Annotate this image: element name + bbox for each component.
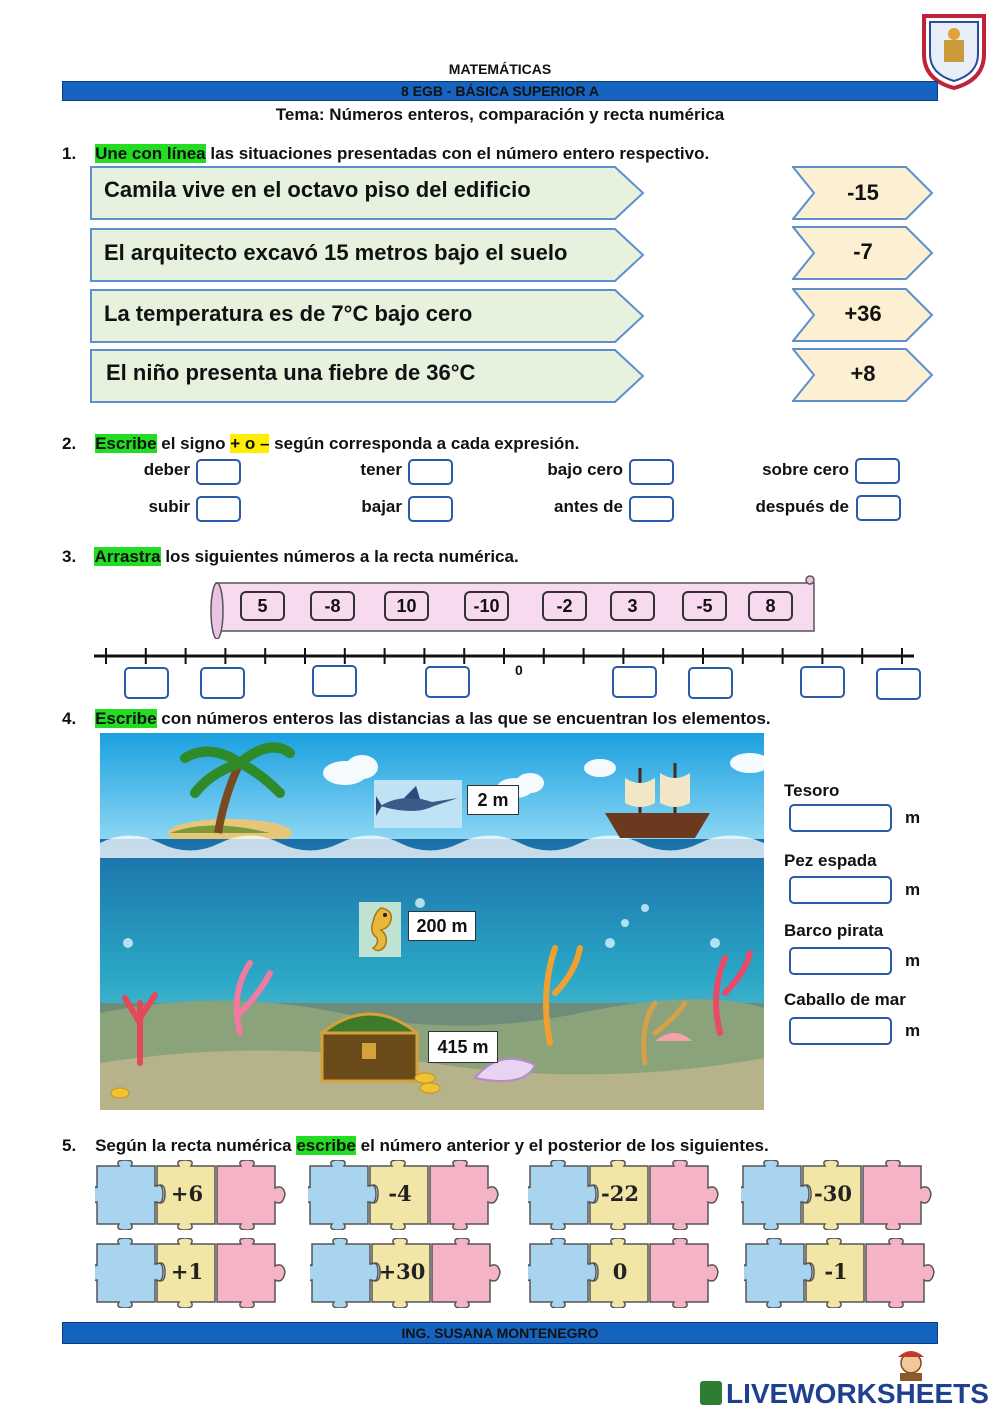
word-bajar: bajar — [361, 497, 402, 516]
puzzle-piece-after[interactable] — [650, 1238, 718, 1308]
word-tener: tener — [360, 460, 402, 479]
q4-rest: con números enteros las distancias a las que se encuentran los elementos. — [156, 709, 771, 728]
author-banner: ING. SUSANA MONTENEGRO — [62, 1322, 938, 1344]
word-sobre-cero: sobre cero — [762, 460, 849, 479]
answer-input-caballo-de-mar[interactable] — [789, 1017, 892, 1045]
q2-mid: el signo — [156, 434, 231, 453]
lws-logo-icon — [700, 1381, 722, 1405]
number-chip-minus-5[interactable]: -5 — [682, 591, 727, 621]
number-chip-3[interactable]: 3 — [610, 591, 655, 621]
q5-instruction — [62, 1136, 769, 1156]
puzzle-row-6 — [310, 1238, 505, 1308]
drop-slot-4[interactable] — [425, 666, 470, 698]
seahorse-icon — [359, 902, 401, 957]
puzzle-row-8 — [744, 1238, 939, 1308]
q4-instruction — [62, 709, 771, 729]
puzzle-piece-after[interactable] — [863, 1160, 931, 1230]
course-banner: 8 EGB - BÁSICA SUPERIOR A — [62, 81, 938, 101]
q2-number: 2. — [62, 434, 77, 453]
q3-number: 3. — [62, 547, 77, 566]
q5-rest: el número anterior y el posterior de los siguientes. — [355, 1136, 769, 1155]
distance-label-swordfish: 2 m — [467, 785, 519, 815]
puzzle-row-3 — [528, 1160, 723, 1230]
puzzle-piece-after[interactable] — [650, 1160, 718, 1230]
q2-instruction — [62, 434, 579, 454]
drop-slot-5[interactable] — [612, 666, 657, 698]
situation-text-4: El niño presenta una fiebre de 36°C — [106, 360, 476, 385]
unit-caballo-de-mar: m — [905, 1021, 921, 1040]
school-seal — [918, 10, 990, 90]
puzzle-row-4 — [741, 1160, 936, 1230]
number-chip-5[interactable]: 5 — [240, 591, 285, 621]
sign-input-bajo-cero[interactable] — [629, 459, 674, 485]
answer-input-tesoro[interactable] — [789, 804, 892, 832]
swordfish-icon — [374, 780, 462, 828]
puzzle-piece-before[interactable] — [528, 1160, 596, 1230]
sign-input-sobre-cero[interactable] — [855, 458, 900, 484]
drop-slot-6[interactable] — [688, 667, 733, 699]
number-text-4: +8 — [850, 361, 876, 386]
puzzle-piece-after[interactable] — [217, 1160, 285, 1230]
q2-sign-highlight: + o – — [230, 434, 270, 453]
puzzle-piece-before[interactable] — [95, 1160, 163, 1230]
situation-text-3: La temperatura es de 7°C bajo cero — [104, 301, 473, 326]
sign-input-tener[interactable] — [408, 459, 453, 485]
puzzle-number: +6 — [170, 1181, 204, 1206]
number-arrow-3[interactable] — [792, 288, 934, 342]
q1-number: 1. — [62, 144, 77, 163]
q3-highlight: Arrastra — [94, 547, 161, 566]
puzzle-number: -22 — [601, 1181, 639, 1206]
puzzle-number: +1 — [170, 1259, 204, 1284]
situation-arrow-1[interactable] — [90, 166, 645, 220]
sign-input-despues-de[interactable] — [856, 495, 901, 521]
situation-arrow-4[interactable] — [90, 349, 645, 403]
unit-tesoro: m — [905, 808, 921, 827]
situation-arrow-3[interactable] — [90, 289, 645, 343]
puzzle-piece-before[interactable] — [741, 1160, 809, 1230]
subject-title: MATEMÁTICAS — [448, 61, 552, 77]
number-arrow-2[interactable] — [792, 226, 934, 280]
swordfish-image — [374, 780, 462, 828]
puzzle-piece-after[interactable] — [432, 1238, 500, 1308]
item-label-caballo-de-mar: Caballo de mar — [784, 990, 906, 1009]
q5-prefix: Según la recta numérica — [95, 1136, 297, 1155]
item-label-tesoro: Tesoro — [784, 781, 840, 800]
number-line — [92, 645, 917, 669]
q2-highlight: Escribe — [95, 434, 157, 453]
number-chip-8[interactable]: 8 — [748, 591, 793, 621]
word-deber: deber — [143, 460, 190, 479]
word-antes-de: antes de — [554, 497, 623, 516]
puzzle-piece-after[interactable] — [217, 1238, 285, 1308]
sign-input-antes-de[interactable] — [629, 496, 674, 522]
number-text-2: -7 — [853, 239, 873, 264]
sign-input-bajar[interactable] — [408, 496, 453, 522]
puzzle-piece-before[interactable] — [310, 1238, 378, 1308]
q1-rest: las situaciones presentadas con el número entero respectivo. — [205, 144, 710, 163]
distance-label-treasure: 415 m — [428, 1031, 498, 1063]
number-arrow-4[interactable] — [792, 348, 934, 402]
situation-text-2: El arquitecto excavó 15 metros bajo el suelo — [104, 240, 568, 265]
liveworksheets-logo — [700, 1378, 995, 1410]
item-label-barco-pirata: Barco pirata — [784, 921, 884, 940]
situation-text-1: Camila vive en el octavo piso del edificio — [104, 177, 531, 202]
distance-label-seahorse: 200 m — [408, 911, 476, 941]
puzzle-row-5 — [95, 1238, 290, 1308]
puzzle-piece-after[interactable] — [866, 1238, 934, 1308]
answer-input-barco-pirata[interactable] — [789, 947, 892, 975]
drop-slot-1[interactable] — [124, 667, 169, 699]
puzzle-piece-before[interactable] — [744, 1238, 812, 1308]
drop-slot-2[interactable] — [200, 667, 245, 699]
puzzle-number: -4 — [388, 1181, 412, 1206]
treasure-chest-icon — [322, 1014, 417, 1081]
q2-rest: según corresponda a cada expresión. — [269, 434, 580, 453]
number-text-1: -15 — [847, 180, 879, 205]
drop-slot-3[interactable] — [312, 665, 357, 697]
number-arrow-1[interactable] — [792, 166, 934, 220]
zero-label: 0 — [515, 662, 523, 678]
puzzle-number: 0 — [612, 1259, 628, 1284]
unit-pez-espada: m — [905, 880, 921, 899]
topic-title: Tema: Números enteros, comparación y recta numérica — [275, 105, 725, 124]
puzzle-row-1 — [95, 1160, 290, 1230]
q4-highlight: Escribe — [95, 709, 157, 728]
number-chip-minus-10[interactable]: -10 — [464, 591, 509, 621]
q5-highlight: escribe — [296, 1136, 356, 1155]
answer-input-pez-espada[interactable] — [789, 876, 892, 904]
puzzle-row-2 — [308, 1160, 503, 1230]
puzzle-number: +30 — [378, 1259, 426, 1284]
q3-rest: los siguientes números a la recta numérica. — [160, 547, 519, 566]
situation-arrow-2[interactable] — [90, 228, 645, 282]
number-chip-minus-8[interactable]: -8 — [310, 591, 355, 621]
word-bajo-cero: bajo cero — [547, 460, 623, 479]
word-subir: subir — [148, 497, 190, 516]
puzzle-piece-before[interactable] — [308, 1160, 376, 1230]
number-text-3: +36 — [844, 301, 882, 326]
q1-instruction — [62, 144, 709, 164]
q4-number: 4. — [62, 709, 77, 728]
unit-barco-pirata: m — [905, 951, 921, 970]
puzzle-piece-after[interactable] — [430, 1160, 498, 1230]
puzzle-piece-before[interactable] — [528, 1238, 596, 1308]
q3-instruction — [62, 547, 519, 567]
drop-slot-8[interactable] — [876, 668, 921, 700]
item-label-pez-espada: Pez espada — [784, 851, 877, 870]
drop-slot-7[interactable] — [800, 666, 845, 698]
seahorse-image — [359, 902, 401, 957]
puzzle-row-7 — [528, 1238, 723, 1308]
q1-highlight: Une con línea — [95, 144, 206, 163]
word-despues-de: después de — [755, 497, 849, 516]
puzzle-piece-before[interactable] — [95, 1238, 163, 1308]
number-chip-minus-2[interactable]: -2 — [542, 591, 587, 621]
sign-input-subir[interactable] — [196, 496, 241, 522]
puzzle-number: -30 — [814, 1181, 852, 1206]
q5-number: 5. — [62, 1136, 77, 1155]
puzzle-number: -1 — [824, 1259, 848, 1284]
brand-text: LIVEWORKSHEETS — [726, 1378, 989, 1409]
sign-input-deber[interactable] — [196, 459, 241, 485]
number-chip-10[interactable]: 10 — [384, 591, 429, 621]
